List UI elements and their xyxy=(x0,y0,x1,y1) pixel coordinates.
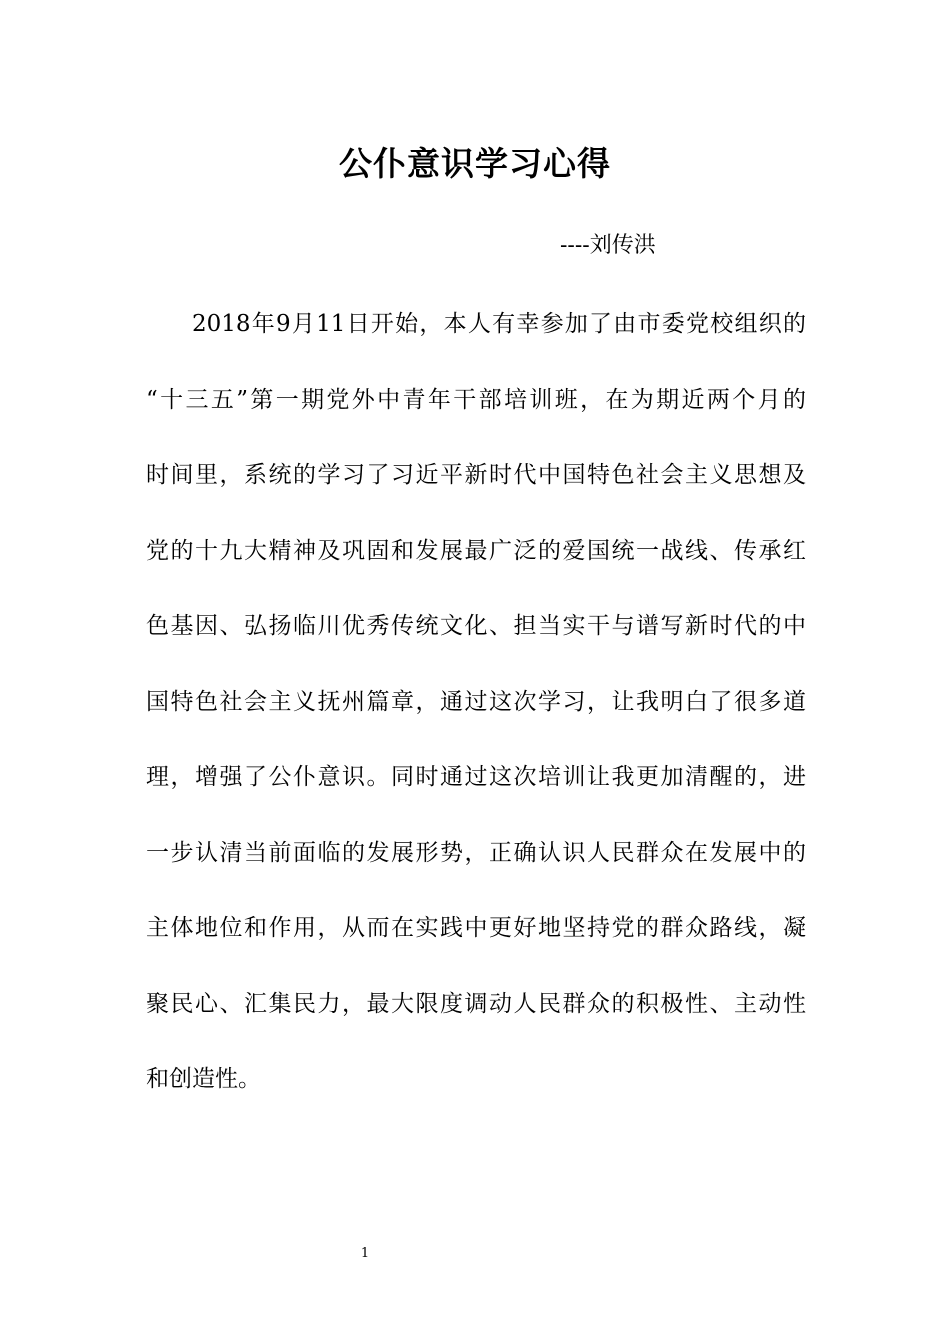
paragraph-line: 国特色社会主义抚州篇章，通过这次学习，让我明白了很多道 xyxy=(146,689,806,715)
paragraph-line: 时间里，系统的学习了习近平新时代中国特色社会主义思想及 xyxy=(146,462,806,488)
paragraph-line: 党的十九大精神及巩固和发展最广泛的爱国统一战线、传承红 xyxy=(146,538,806,564)
paragraph-line: “十三五”第一期党外中青年干部培训班，在为期近两个月的 xyxy=(146,387,806,413)
paragraph-line: 主体地位和作用，从而在实践中更好地坚持党的群众路线，凝 xyxy=(146,915,806,941)
paragraph-line: 聚民心、汇集民力，最大限度调动人民群众的积极性、主动性 xyxy=(146,991,806,1017)
paragraph-line: 和创造性。 xyxy=(146,1066,261,1092)
paragraph-line: 2018年9月11日开始，本人有幸参加了由市委党校组织的 xyxy=(192,311,806,337)
paragraph-line: 理，增强了公仆意识。同时通过这次培训让我更加清醒的，进 xyxy=(146,764,806,790)
page-number: 1 xyxy=(360,1246,370,1261)
paragraph-line: 色基因、弘扬临川优秀传统文化、担当实干与谱写新时代的中 xyxy=(146,613,806,639)
paragraph-line: 一步认清当前面临的发展形势，正确认识人民群众在发展中的 xyxy=(146,840,806,866)
author-signature: ----刘传洪 xyxy=(560,233,656,258)
document-title: 公仆意识学习心得 xyxy=(339,144,611,183)
